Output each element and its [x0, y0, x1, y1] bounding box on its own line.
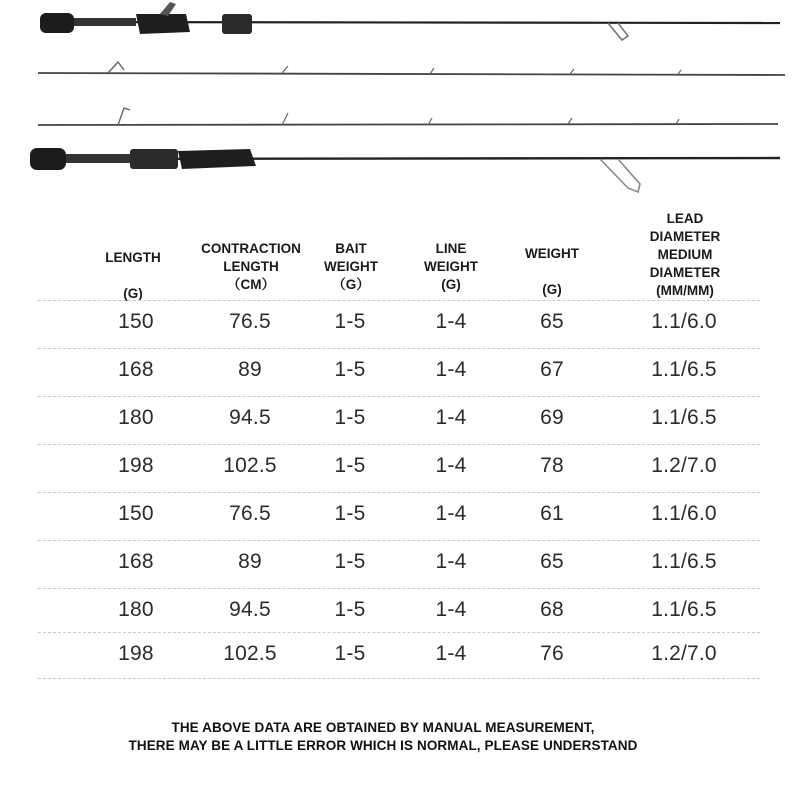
- row-divider: [38, 396, 760, 397]
- table-cell: 102.5: [223, 454, 277, 477]
- table-cell: 1-5: [334, 502, 366, 525]
- table-cell: 1.1/6.0: [651, 502, 717, 525]
- row-divider: [38, 492, 760, 493]
- tip-section-image-1: [38, 62, 785, 75]
- row-divider: [38, 444, 760, 445]
- row-divider: [38, 540, 760, 541]
- table-cell: 1.2/7.0: [651, 454, 717, 477]
- table-cell: 1-5: [334, 642, 366, 665]
- rod-illustration: [0, 0, 800, 205]
- table-cell: 61: [540, 502, 564, 525]
- note-line-2: THERE MAY BE A LITTLE ERROR WHICH IS NORMAL, PLEASE UNDERSTAND: [128, 738, 638, 753]
- table-cell: 1-4: [435, 454, 467, 477]
- table-cell: 65: [540, 550, 564, 573]
- row-divider: [38, 348, 760, 349]
- row-divider: [38, 632, 760, 633]
- table-cell: 1-5: [334, 406, 366, 429]
- table-cell: 1-4: [435, 406, 467, 429]
- table-cell: 1-4: [435, 358, 467, 381]
- table-cell: 1-5: [334, 598, 366, 621]
- table-cell: 76.5: [229, 310, 271, 333]
- header-line-weight: LINE WEIGHT (G): [424, 241, 478, 292]
- table-cell: 180: [118, 598, 154, 621]
- table-cell: 76: [540, 642, 564, 665]
- table-cell: 1.1/6.0: [651, 310, 717, 333]
- table-cell: 1.1/6.5: [651, 358, 717, 381]
- header-weight: WEIGHT (G): [525, 246, 579, 297]
- table-cell: 168: [118, 358, 154, 381]
- table-cell: 150: [118, 502, 154, 525]
- table-cell: 78: [540, 454, 564, 477]
- table-cell: 1-4: [435, 598, 467, 621]
- table-cell: 89: [238, 550, 262, 573]
- tip-section-image-2: [38, 108, 778, 125]
- table-row: [38, 588, 760, 636]
- table-cell: 180: [118, 406, 154, 429]
- header-bait-weight: BAIT WEIGHT （G）: [324, 241, 378, 292]
- table-cell: 94.5: [229, 406, 271, 429]
- table-cell: 94.5: [229, 598, 271, 621]
- table-cell: 1.1/6.5: [651, 598, 717, 621]
- table-bottom-divider: [38, 678, 760, 679]
- table-row: [38, 540, 760, 588]
- table-cell: 198: [118, 454, 154, 477]
- table-cell: 1.2/7.0: [651, 642, 717, 665]
- table-cell: 1-4: [435, 310, 467, 333]
- table-cell: 68: [540, 598, 564, 621]
- table-cell: 168: [118, 550, 154, 573]
- table-cell: 76.5: [229, 502, 271, 525]
- table-cell: 1.1/6.5: [651, 550, 717, 573]
- table-cell: 67: [540, 358, 564, 381]
- table-cell: 102.5: [223, 642, 277, 665]
- row-divider: [38, 588, 760, 589]
- table-cell: 1-5: [334, 310, 366, 333]
- row-divider: [38, 300, 760, 301]
- casting-rod-image: [40, 2, 780, 40]
- table-row: [38, 396, 760, 444]
- header-length: LENGTH (G): [105, 250, 161, 301]
- table-cell: 198: [118, 642, 154, 665]
- header-lead-diameter: LEAD DIAMETER MEDIUM DIAMETER (MM/MM): [649, 211, 721, 298]
- table-cell: 89: [238, 358, 262, 381]
- table-cell: 1-4: [435, 502, 467, 525]
- table-cell: 1-4: [435, 642, 467, 665]
- table-cell: 69: [540, 406, 564, 429]
- table-row: [38, 492, 760, 540]
- table-row: [38, 632, 760, 680]
- note-line-1: THE ABOVE DATA ARE OBTAINED BY MANUAL MEASUREMENT,: [171, 720, 595, 735]
- table-cell: 65: [540, 310, 564, 333]
- table-cell: 1-5: [334, 454, 366, 477]
- table-cell: 1-4: [435, 550, 467, 573]
- table-cell: 1-5: [334, 358, 366, 381]
- table-cell: 1.1/6.5: [651, 406, 717, 429]
- table-cell: 150: [118, 310, 154, 333]
- table-row: [38, 444, 760, 492]
- table-row: [38, 348, 760, 396]
- table-cell: 1-5: [334, 550, 366, 573]
- table-row: [38, 300, 760, 348]
- spinning-rod-image: [30, 148, 780, 192]
- header-contraction-length: CONTRACTION LENGTH （CM）: [201, 241, 301, 292]
